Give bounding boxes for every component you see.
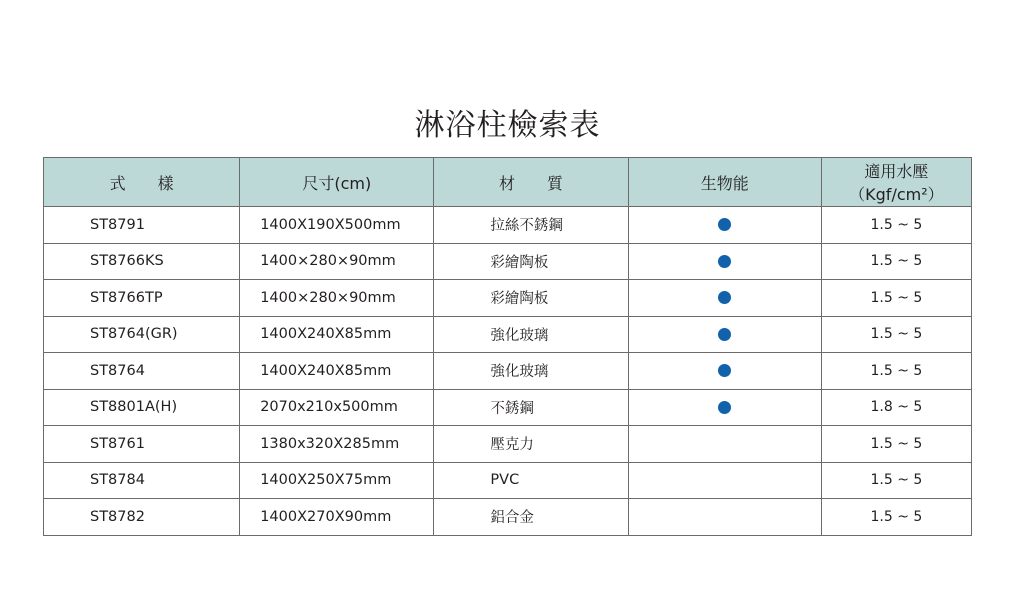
cell-pressure: 1.8 ~ 5 [821, 389, 971, 426]
cell-model: ST8791 [44, 207, 240, 244]
cell-pressure: 1.5 ~ 5 [821, 499, 971, 536]
bio-energy-dot-icon [718, 364, 731, 377]
cell-bio [628, 207, 821, 244]
cell-size: 1400X240X85mm [240, 316, 434, 353]
cell-pressure: 1.5 ~ 5 [821, 462, 971, 499]
cell-model: ST8766KS [44, 243, 240, 280]
cell-material: PVC [434, 462, 628, 499]
column-header-model: 式 樣 [44, 158, 240, 207]
cell-model: ST8764(GR) [44, 316, 240, 353]
table-row [44, 316, 972, 353]
table-row [44, 389, 972, 426]
cell-bio [628, 462, 821, 499]
table-row [44, 426, 972, 463]
cell-material: 彩繪陶板 [434, 280, 628, 317]
cell-bio [628, 243, 821, 280]
cell-size: 1400X190X500mm [240, 207, 434, 244]
bio-energy-dot-icon [718, 401, 731, 414]
cell-size: 1400×280×90mm [240, 243, 434, 280]
spec-table [43, 157, 972, 536]
bio-energy-dot-icon [718, 218, 731, 231]
cell-material: 彩繪陶板 [434, 243, 628, 280]
cell-pressure: 1.5 ~ 5 [821, 426, 971, 463]
cell-material: 強化玻璃 [434, 353, 628, 390]
cell-model: ST8766TP [44, 280, 240, 317]
cell-size: 2070x210x500mm [240, 389, 434, 426]
column-header-bio: 生物能 [628, 158, 821, 207]
column-header-size: 尺寸(cm) [240, 158, 434, 207]
cell-bio [628, 280, 821, 317]
table-header [44, 158, 972, 207]
cell-model: ST8784 [44, 462, 240, 499]
table-header-row [44, 158, 972, 207]
cell-pressure: 1.5 ~ 5 [821, 280, 971, 317]
cell-model: ST8764 [44, 353, 240, 390]
table-row [44, 353, 972, 390]
cell-bio [628, 353, 821, 390]
cell-material: 鋁合金 [434, 499, 628, 536]
page-title: 淋浴柱檢索表 [414, 108, 601, 143]
cell-size: 1400X270X90mm [240, 499, 434, 536]
cell-size: 1400X250X75mm [240, 462, 434, 499]
cell-bio [628, 316, 821, 353]
cell-material: 壓克力 [434, 426, 628, 463]
cell-bio [628, 426, 821, 463]
cell-model: ST8782 [44, 499, 240, 536]
table-row [44, 499, 972, 536]
table-row [44, 207, 972, 244]
cell-model: ST8761 [44, 426, 240, 463]
bio-energy-dot-icon [718, 291, 731, 304]
cell-model: ST8801A(H) [44, 389, 240, 426]
bio-energy-dot-icon [718, 328, 731, 341]
cell-size: 1380x320X285mm [240, 426, 434, 463]
cell-material: 不銹鋼 [434, 389, 628, 426]
cell-pressure: 1.5 ~ 5 [821, 316, 971, 353]
shower-column-index-table [43, 157, 972, 536]
cell-pressure: 1.5 ~ 5 [821, 207, 971, 244]
cell-bio [628, 499, 821, 536]
cell-size: 1400×280×90mm [240, 280, 434, 317]
cell-bio [628, 389, 821, 426]
column-header-pressure: 適用水壓（Kgf/cm²） [821, 158, 971, 207]
cell-size: 1400X240X85mm [240, 353, 434, 390]
cell-pressure: 1.5 ~ 5 [821, 353, 971, 390]
cell-material: 拉絲不銹鋼 [434, 207, 628, 244]
bio-energy-dot-icon [718, 255, 731, 268]
table-row [44, 462, 972, 499]
table-body [44, 207, 972, 536]
table-row [44, 280, 972, 317]
table-row [44, 243, 972, 280]
column-header-material: 材 質 [434, 158, 628, 207]
cell-material: 強化玻璃 [434, 316, 628, 353]
cell-pressure: 1.5 ~ 5 [821, 243, 971, 280]
